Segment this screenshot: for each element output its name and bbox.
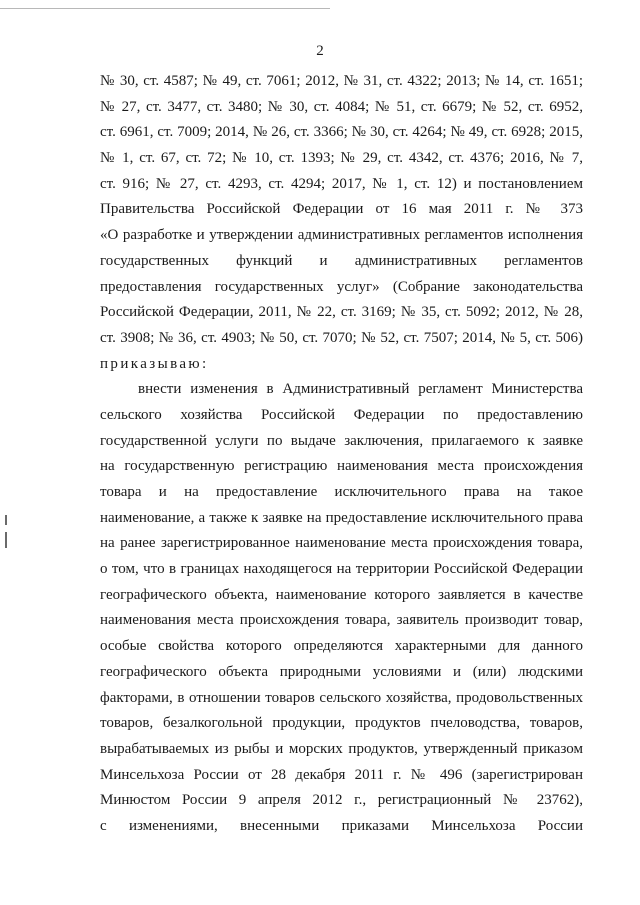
page-number: 2 — [316, 43, 324, 59]
text-line: государственных функций и административных регламентов — [100, 252, 583, 269]
paragraph-line: особые свойства которого определяются характерными для данного — [100, 638, 583, 655]
paragraph-line: государственной услуги по выдаче заключения, прилагаемого к заявке — [100, 432, 583, 449]
text-line: ст. 6961, ст. 7009; 2014, № 26, ст. 3366; № 30, ст. 4264; № 49, ст. 6928; 2015, — [100, 124, 583, 141]
paragraph-line: сельского хозяйства Российской Федерации по предоставлению — [100, 406, 583, 423]
text-line: ст. 916; № 27, ст. 4293, ст. 4294; 2017, № 1, ст. 12) и постановлением — [100, 175, 583, 192]
paragraph-line: Минсельхоза России от 28 декабря 2011 г. № 496 (зарегистрирован — [100, 766, 583, 783]
paragraph-line: факторами, в отношении товаров сельского хозяйства, продовольственных — [100, 689, 583, 706]
text-line: № 1, ст. 67, ст. 72; № 10, ст. 1393; № 29, ст. 4342, ст. 4376; 2016, № 7, — [100, 150, 583, 167]
paragraph-line: товаров, безалкогольной продукции, продуктов пчеловодства, товаров, — [100, 715, 583, 732]
scan-edge-mark — [5, 515, 7, 525]
paragraph-line: наименования места происхождения товара, заявитель производит товар, — [100, 612, 583, 629]
paragraph-line: с изменениями, внесенными приказами Минсельхоза России — [100, 817, 583, 834]
paragraph-line: на государственную регистрацию наименования места происхождения — [100, 458, 583, 475]
paragraph-line: географического объекта природными условиями и (или) людскими — [100, 663, 583, 680]
scan-top-rule — [0, 8, 330, 9]
paragraph-line: на ранее зарегистрированное наименование места происхождения товара, — [100, 535, 583, 552]
document-body — [100, 69, 583, 840]
paragraph-line: товара и на предоставление исключительного права на такое — [100, 484, 583, 500]
paragraph-line: наименование, а также к заявке на предоставление исключительного права — [100, 509, 583, 526]
text-line: № 27, ст. 3477, ст. 3480; № 30, ст. 4084; № 51, ст. 6679; № 52, ст. 6952, — [100, 98, 583, 115]
scan-edge-mark — [5, 532, 7, 548]
text-line: предоставления государственных услуг» (Собрание законодательства — [100, 278, 583, 295]
text-line: ст. 3908; № 36, ст. 4903; № 50, ст. 7070; № 52, ст. 7507; 2014, № 5, ст. 506) — [100, 329, 583, 346]
paragraph-line: географического объекта, наименование которого заявляется в качестве — [100, 586, 583, 603]
paragraph-line: внести изменения в Административный регламент Министерства — [138, 381, 583, 398]
text-line: Российской Федерации, 2011, № 22, ст. 3169; № 35, ст. 5092; 2012, № 28, — [100, 304, 583, 321]
paragraph-line: вырабатываемых из рыбы и морских продуктов, утвержденный приказом — [100, 740, 583, 757]
paragraph-line: Минюстом России 9 апреля 2012 г., регистрационный № 23762), — [100, 792, 583, 809]
text-line: «О разработке и утверждении административных регламентов исполнения — [100, 227, 583, 244]
paragraph-line: о том, что в границах находящегося на территории Российской Федерации — [100, 561, 583, 578]
text-line: Правительства Российской Федерации от 16 мая 2011 г. № 373 — [100, 201, 583, 218]
order-word: приказываю: — [100, 355, 209, 372]
text-line: № 30, ст. 4587; № 49, ст. 7061; 2012, № 31, ст. 4322; 2013; № 14, ст. 1651; — [100, 73, 583, 89]
